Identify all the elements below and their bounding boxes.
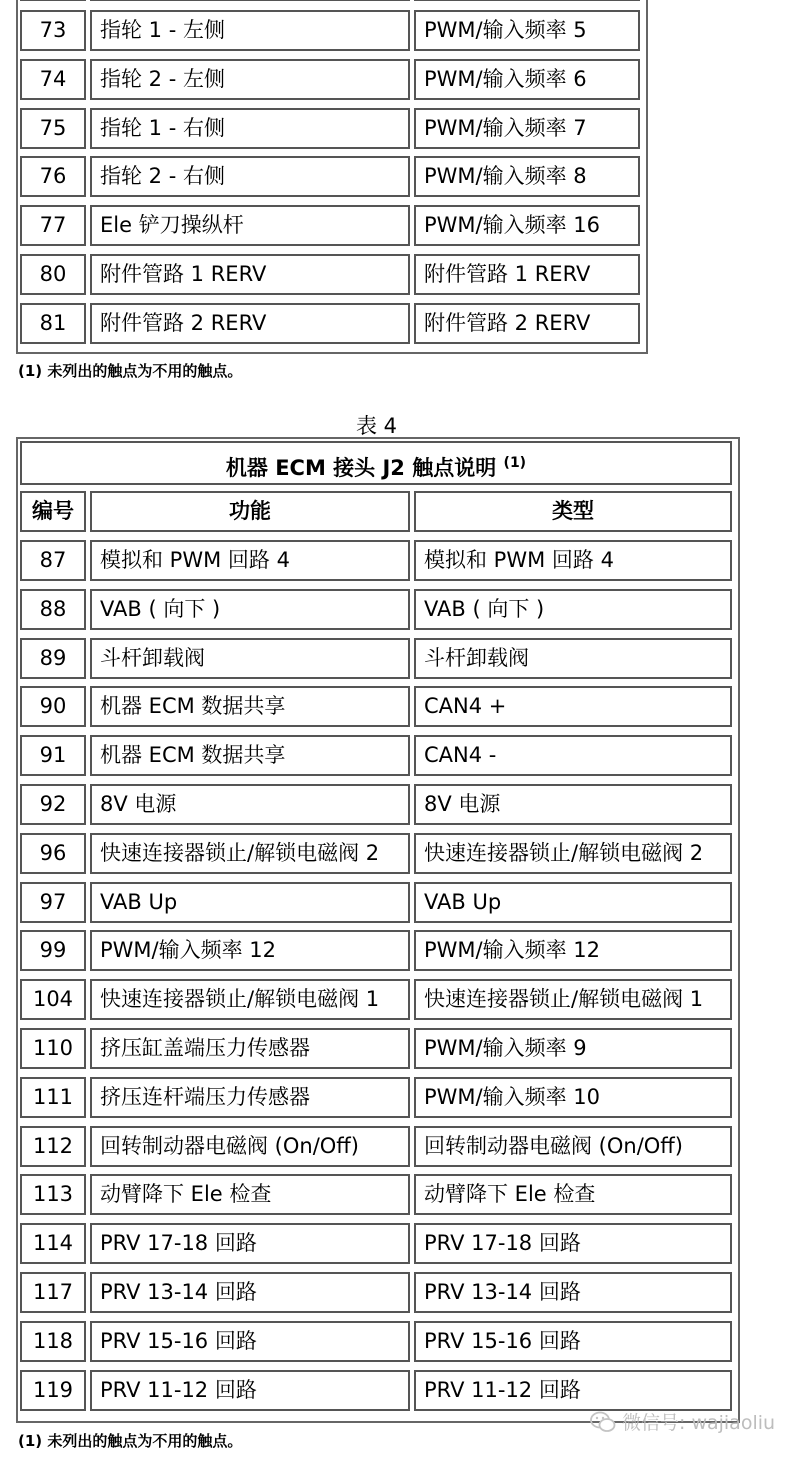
cell-type: 回转制动器电磁阀 (On/Off)	[414, 1126, 732, 1167]
cell-function: 指轮 1 - 右侧	[90, 108, 410, 149]
cell-function: PRV 17-18 回路	[90, 1223, 410, 1264]
cell-function: PRV 15-16 回路	[90, 1321, 410, 1362]
cell-function: PRV 13-14 回路	[90, 1272, 410, 1313]
table3-footnote: (1) 未列出的触点为不用的触点。	[18, 362, 243, 380]
cell-function: 指轮 1 - 左侧	[90, 10, 410, 51]
cell-type: PWM/输入频率 8	[414, 156, 640, 197]
header-num: 编号	[20, 491, 86, 532]
cell-type: 8V 电源	[414, 784, 732, 825]
cell-function: 机器 ECM 数据共享	[90, 686, 410, 727]
cell-number: 118	[20, 1321, 86, 1362]
cell-function: 附件管路 2 RERV	[90, 303, 410, 344]
cell-type: 快速连接器锁止/解锁电磁阀 2	[414, 833, 732, 874]
cell-number: 97	[20, 882, 86, 923]
cell-function: 指轮 2 - 左侧	[90, 59, 410, 100]
cell-number: 114	[20, 1223, 86, 1264]
cell-type: PWM/输入频率 12	[414, 930, 732, 971]
cell-number: 76	[20, 156, 86, 197]
cell-number: 92	[20, 784, 86, 825]
cell-function: PRV 11-12 回路	[90, 1370, 410, 1411]
cell-number: 88	[20, 589, 86, 630]
cell-function: 挤压缸盖端压力传感器	[90, 1028, 410, 1069]
cell-type: PRV 17-18 回路	[414, 1223, 732, 1264]
watermark-text: 微信号: wajiaoliu	[622, 1412, 776, 1434]
cell-type: PRV 13-14 回路	[414, 1272, 732, 1313]
cell-type: 动臂降下 Ele 检查	[414, 1174, 732, 1215]
cell-number: 75	[20, 108, 86, 149]
cell-type: PRV 11-12 回路	[414, 1370, 732, 1411]
cell-number: 80	[20, 254, 86, 295]
cell-number: 110	[20, 1028, 86, 1069]
cell-type: 附件管路 2 RERV	[414, 303, 640, 344]
cell-function: VAB ( 向下 )	[90, 589, 410, 630]
table4-caption: 表 4	[356, 414, 398, 438]
cell-number: 117	[20, 1272, 86, 1313]
cell-function: 指轮 2 - 右侧	[90, 156, 410, 197]
table4-title: 机器 ECM 接头 J2 触点说明	[225, 456, 497, 480]
cell-type: PWM/输入频率 6	[414, 59, 640, 100]
cell-type: 斗杆卸载阀	[414, 638, 732, 679]
cell-number: 87	[20, 540, 86, 581]
cell-type: PRV 15-16 回路	[414, 1321, 732, 1362]
cell-number: 91	[20, 735, 86, 776]
cell-type: 模拟和 PWM 回路 4	[414, 540, 732, 581]
cell-function: 快速连接器锁止/解锁电磁阀 2	[90, 833, 410, 874]
cell-number: 81	[20, 303, 86, 344]
cell-number: 104	[20, 979, 86, 1020]
cell-function: 挤压连杆端压力传感器	[90, 1077, 410, 1118]
cell-number: 99	[20, 930, 86, 971]
cell-function: 快速连接器锁止/解锁电磁阀 1	[90, 979, 410, 1020]
cell-number: 74	[20, 59, 86, 100]
cell-type: PWM/输入频率 16	[414, 205, 640, 246]
cell-type: VAB Up	[414, 882, 732, 923]
cell-function: 斗杆卸载阀	[90, 638, 410, 679]
cell-function: VAB Up	[90, 882, 410, 923]
cell-number: 96	[20, 833, 86, 874]
cell-function: 附件管路 1 RERV	[90, 254, 410, 295]
watermark	[590, 1408, 775, 1435]
cell-type: PWM/输入频率 5	[414, 10, 640, 51]
cell-number: 112	[20, 1126, 86, 1167]
cell-function: 动臂降下 Ele 检查	[90, 1174, 410, 1215]
cell-function: Ele 铲刀操纵杆	[90, 205, 410, 246]
cell-type: PWM/输入频率 10	[414, 1077, 732, 1118]
cell-number: 77	[20, 205, 86, 246]
cell-type: CAN4 -	[414, 735, 732, 776]
wechat-icon	[590, 1411, 616, 1433]
cell-number: 89	[20, 638, 86, 679]
cell-type: PWM/输入频率 7	[414, 108, 640, 149]
header-function: 功能	[90, 491, 410, 532]
cell-number: 113	[20, 1174, 86, 1215]
cell-type: CAN4 +	[414, 686, 732, 727]
cell-type: VAB ( 向下 )	[414, 589, 732, 630]
cell-number: 90	[20, 686, 86, 727]
cell-type: 快速连接器锁止/解锁电磁阀 1	[414, 979, 732, 1020]
header-type: 类型	[414, 491, 732, 532]
table4-title-cell	[20, 441, 732, 485]
cell-number: 119	[20, 1370, 86, 1411]
cell-function: 8V 电源	[90, 784, 410, 825]
table4-footnote: (1) 未列出的触点为不用的触点。	[18, 1432, 243, 1450]
cell-type: 附件管路 1 RERV	[414, 254, 640, 295]
cell-function: 模拟和 PWM 回路 4	[90, 540, 410, 581]
cell-number: 111	[20, 1077, 86, 1118]
table4-title-note: (1)	[503, 455, 527, 471]
cell-function: 回转制动器电磁阀 (On/Off)	[90, 1126, 410, 1167]
cell-type: PWM/输入频率 9	[414, 1028, 732, 1069]
cell-function: PWM/输入频率 12	[90, 930, 410, 971]
cell-function: 机器 ECM 数据共享	[90, 735, 410, 776]
cell-number: 73	[20, 10, 86, 51]
